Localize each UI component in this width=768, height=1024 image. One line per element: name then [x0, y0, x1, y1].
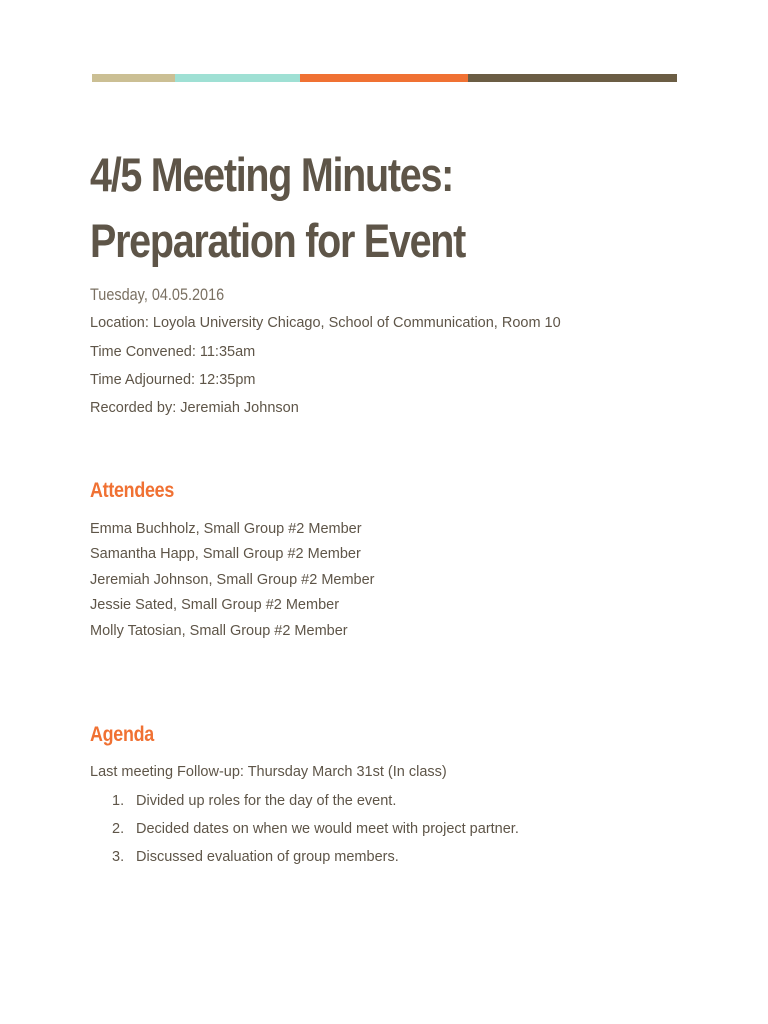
title-line-1: 4/5 Meeting Minutes:	[90, 148, 454, 201]
color-bar-segment-tan	[92, 74, 175, 82]
agenda-heading: Agenda	[90, 723, 154, 746]
title-line-2: Preparation for Event	[90, 214, 466, 267]
agenda-follow-up: Last meeting Follow-up: Thursday March 31st (In class)	[90, 764, 447, 780]
time-adjourned: Time Adjourned: 12:35pm	[90, 372, 256, 388]
agenda-item-text: Decided dates on when we would meet with project partner.	[136, 821, 519, 837]
agenda-list-item	[112, 848, 399, 866]
color-bar-segment-dark	[468, 74, 677, 82]
agenda-list-item	[112, 820, 519, 838]
color-bar-segment-orange	[300, 74, 468, 82]
recorded-by: Recorded by: Jeremiah Johnson	[90, 400, 299, 416]
decorative-color-bar	[92, 74, 677, 82]
attendees-heading: Attendees	[90, 479, 175, 502]
agenda-item-text: Divided up roles for the day of the event.	[136, 793, 397, 809]
attendee-item: Samantha Happ, Small Group #2 Member	[90, 546, 361, 562]
meeting-location: Location: Loyola University Chicago, School of Communication, Room 10	[90, 315, 561, 331]
agenda-list-item	[112, 792, 396, 810]
agenda-item-number: 3.	[112, 849, 125, 865]
attendee-item: Jessie Sated, Small Group #2 Member	[90, 597, 340, 613]
page-title	[90, 142, 611, 274]
agenda-item-number: 2.	[112, 821, 125, 837]
agenda-item-text: Discussed evaluation of group members.	[136, 849, 399, 865]
time-convened: Time Convened: 11:35am	[90, 344, 256, 360]
attendee-item: Emma Buchholz, Small Group #2 Member	[90, 521, 362, 537]
agenda-item-number: 1.	[112, 793, 125, 809]
attendee-item: Molly Tatosian, Small Group #2 Member	[90, 623, 348, 639]
meeting-date: Tuesday, 04.05.2016	[90, 285, 225, 304]
attendee-item: Jeremiah Johnson, Small Group #2 Member	[90, 572, 375, 588]
color-bar-segment-aqua	[175, 74, 300, 82]
